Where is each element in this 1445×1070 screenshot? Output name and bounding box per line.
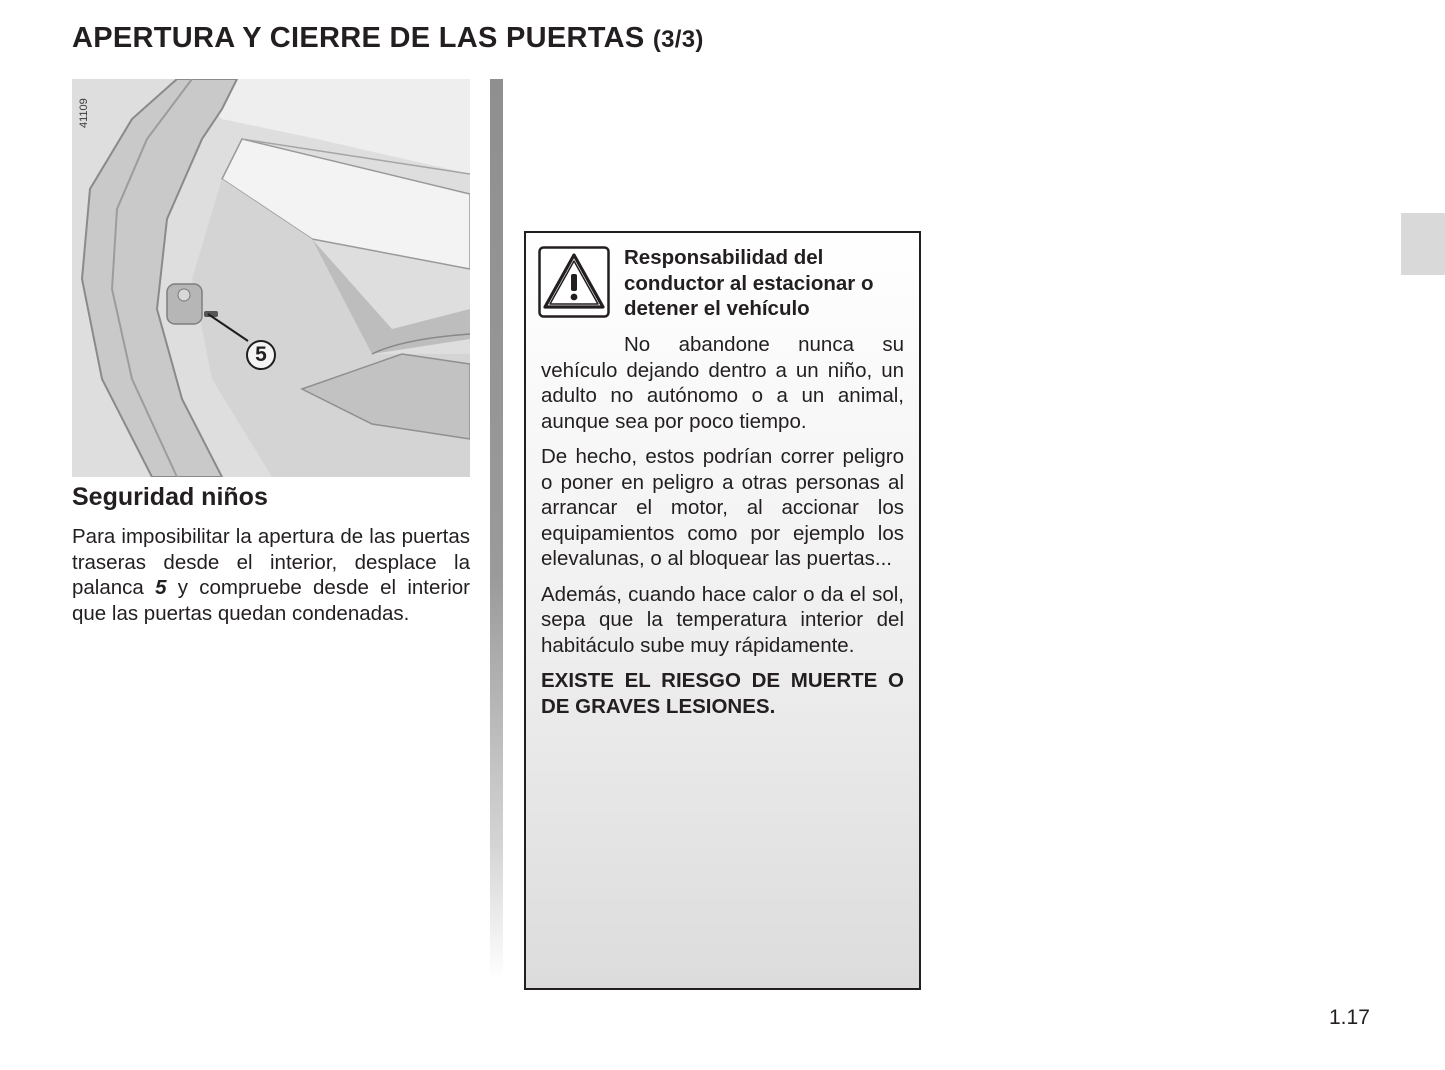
warning-paragraph: No abandone nunca su vehículo dejando dentro a un niño, un adulto no autónomo o a un animal, aunque sea por poco tiempo.	[541, 333, 904, 433]
warning-box	[524, 231, 921, 990]
warning-triangle-icon	[538, 246, 610, 318]
warning-title: Responsabilidad del conductor al estacionar o detener el vehículo	[624, 246, 874, 320]
section-heading: Seguridad niños	[72, 483, 268, 511]
warning-paragraph: De hecho, estos podrían correr peligro o poner en peligro a otras personas al arrancar el motor, al accionar los equipamientos como por ejemplo los elevalunas, o al bloquear las puertas...	[541, 445, 904, 570]
door-interior-drawing	[72, 79, 470, 477]
child-safety-text-start: Para imposibilitar la apertura de las puertas traseras desde el interior, desplace la palanca	[72, 525, 470, 599]
column-divider	[490, 79, 503, 979]
page-title-part: (3/3)	[652, 26, 704, 53]
warning-paragraph: Además, cuando hace calor o da el sol, sepa que la temperatura interior del habitáculo sube muy rápidamente.	[541, 582, 904, 657]
warning-emphasis: EXISTE EL RIESGO DE MUERTE O DE GRAVES LESIONES.	[541, 669, 904, 718]
page-number: 1.17	[1329, 1006, 1370, 1029]
page-title	[72, 22, 704, 55]
page-title-text: APERTURA Y CIERRE DE LAS PUERTAS	[72, 22, 645, 54]
section-thumb-tab	[1401, 213, 1445, 275]
door-illustration	[72, 79, 470, 477]
warning-body	[541, 332, 904, 729]
child-safety-lever-ref: 5	[155, 576, 167, 599]
child-safety-text	[72, 524, 470, 626]
callout-label: 5	[246, 340, 276, 370]
figure-reference: 41109	[78, 98, 90, 128]
child-safety-text-end: y compruebe desde el interior que las puertas quedan condenadas.	[72, 576, 470, 625]
